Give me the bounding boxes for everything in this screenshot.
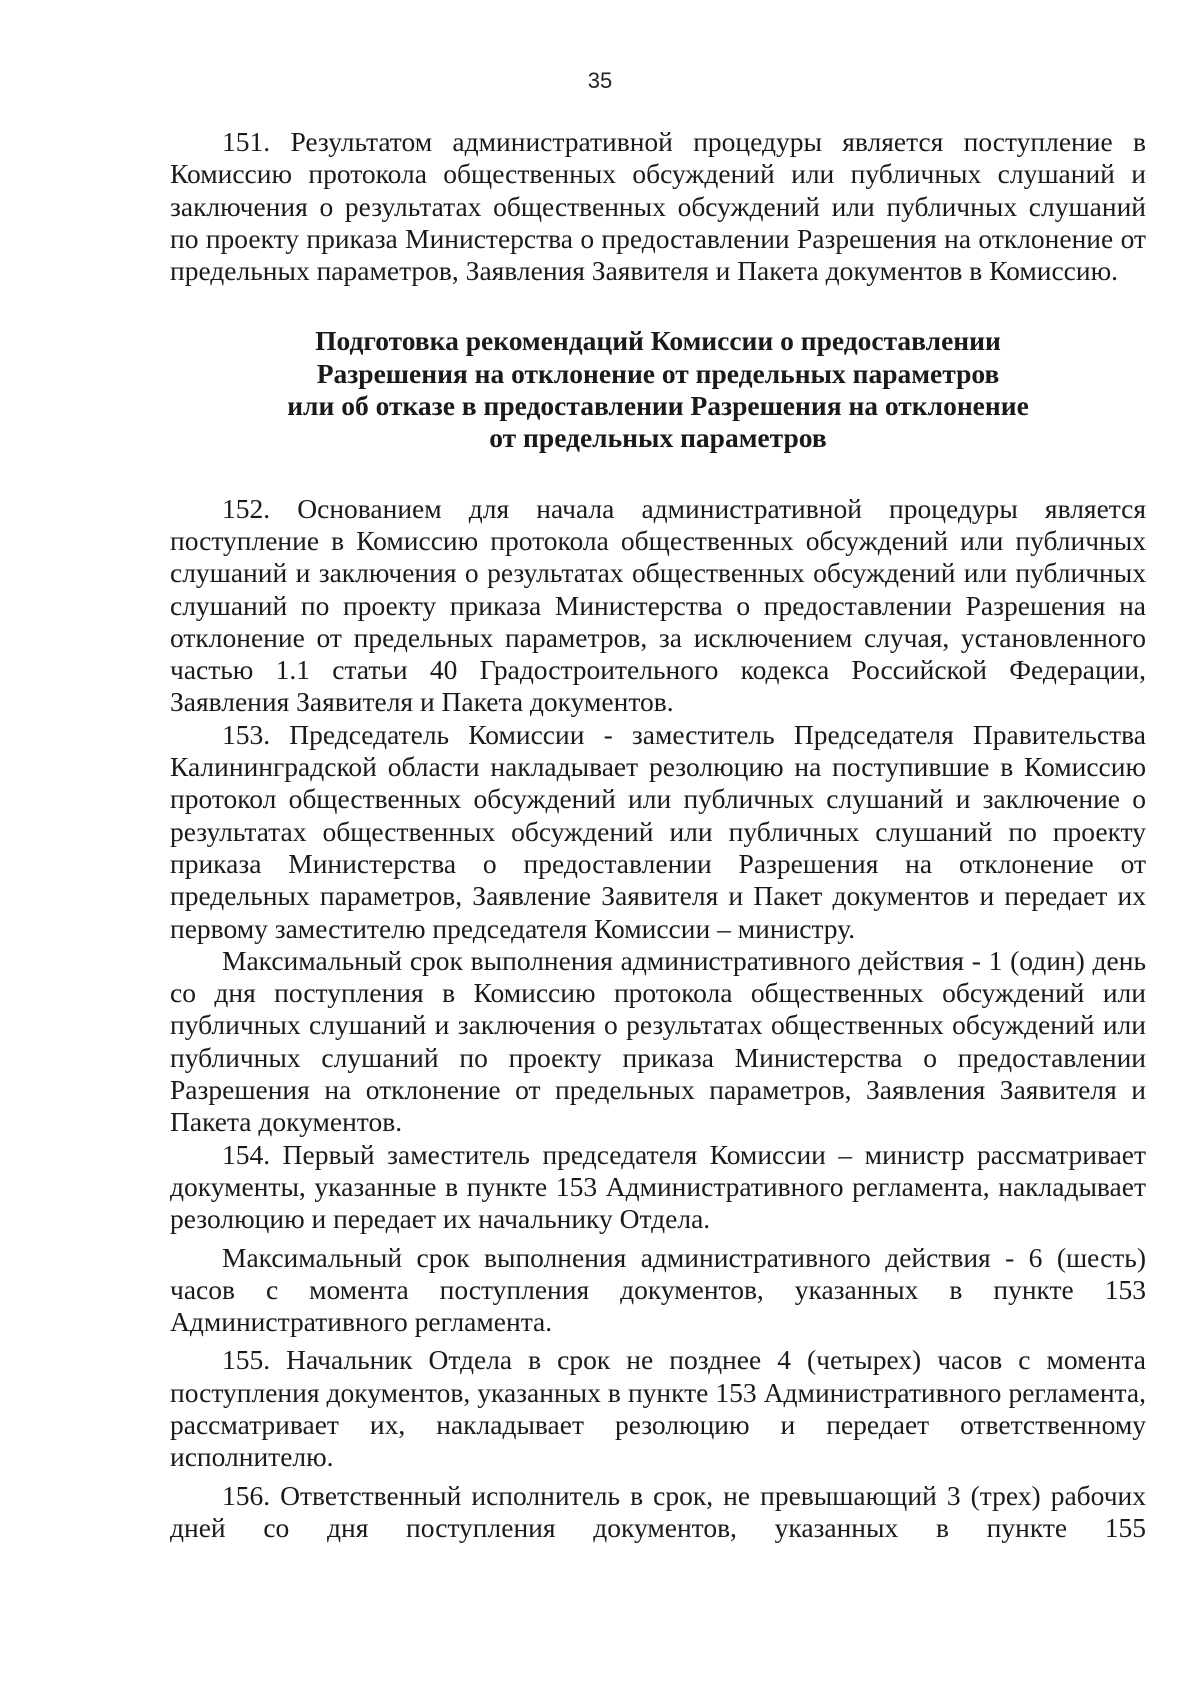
- paragraph-153-term: Максимальный срок выполнения административного действия - 1 (один) день со дня поступления в Комиссию протокола общественных обсуждений или публичных слушаний и заключения о результатах общественных обсуждений или публичных слушаний по проекту приказа Министерства о предоставлении Разрешения на отклонение от предельных параметров, Заявления Заявителя и Пакета документов.: [170, 944, 1146, 1138]
- page-number: 35: [587, 68, 613, 93]
- paragraph-154: 154. Первый заместитель председателя Комиссии – министр рассматривает документы, указанные в пункте 153 Административного регламента, накладывает резолюцию и передает их начальнику Отдела.: [170, 1138, 1146, 1235]
- paragraph-153: 153. Председатель Комиссии - заместитель Председателя Правительства Калининградской области накладывает резолюцию на поступившие в Комиссию протокол общественных обсуждений или публичных слушаний и заключение о результатах общественных обсуждений или публичных слушаний по проекту приказа Министерства о предоставлении Разрешения на отклонение от предельных параметров, Заявление Заявителя и Пакет документов и передает их первому заместителю председателя Комиссии – министру.: [170, 718, 1146, 944]
- document-body: [170, 126, 1146, 1544]
- paragraph-154-term: Максимальный срок выполнения административного действия - 6 (шесть) часов с момента поступления документов, указанных в пункте 153 Административного регламента.: [170, 1241, 1146, 1338]
- paragraph-152: 152. Основанием для начала административной процедуры является поступление в Комиссию протокола общественных обсуждений или публичных слушаний и заключения о результатах общественных обсуждений или публичных слушаний по проекту приказа Министерства о предоставлении Разрешения на отклонение от предельных параметров, за исключением случая, установленного частью 1.1 статьи 40 Градостроительного кодекса Российской Федерации, Заявления Заявителя и Пакета документов.: [170, 492, 1146, 718]
- paragraph-151: 151. Результатом административной процедуры является поступление в Комиссию протокола общественных обсуждений или публичных слушаний и заключения о результатах общественных обсуждений или публичных слушаний по проекту приказа Министерства о предоставлении Разрешения на отклонение от предельных параметров, Заявления Заявителя и Пакета документов в Комиссию.: [170, 126, 1146, 287]
- section-heading: [170, 325, 1146, 454]
- section-heading-line-3: или об отказе в предоставлении Разрешения на отклонение: [287, 390, 1029, 422]
- section-heading-line-2: Разрешения на отклонение от предельных параметров: [316, 357, 1000, 389]
- section-heading-line-1: Подготовка рекомендаций Комиссии о предоставлении: [315, 325, 1001, 357]
- section-heading-line-4: от предельных параметров: [489, 422, 827, 454]
- paragraph-155: 155. Начальник Отдела в срок не позднее 4 (четырех) часов с момента поступления документов, указанных в пункте 153 Административного регламента, рассматривает их, накладывает резолюцию и передает ответственному исполнителю.: [170, 1344, 1146, 1473]
- paragraph-156: 156. Ответственный исполнитель в срок, не превышающий 3 (трех) рабочих дней со дня поступления документов, указанных в пункте 155: [170, 1479, 1146, 1543]
